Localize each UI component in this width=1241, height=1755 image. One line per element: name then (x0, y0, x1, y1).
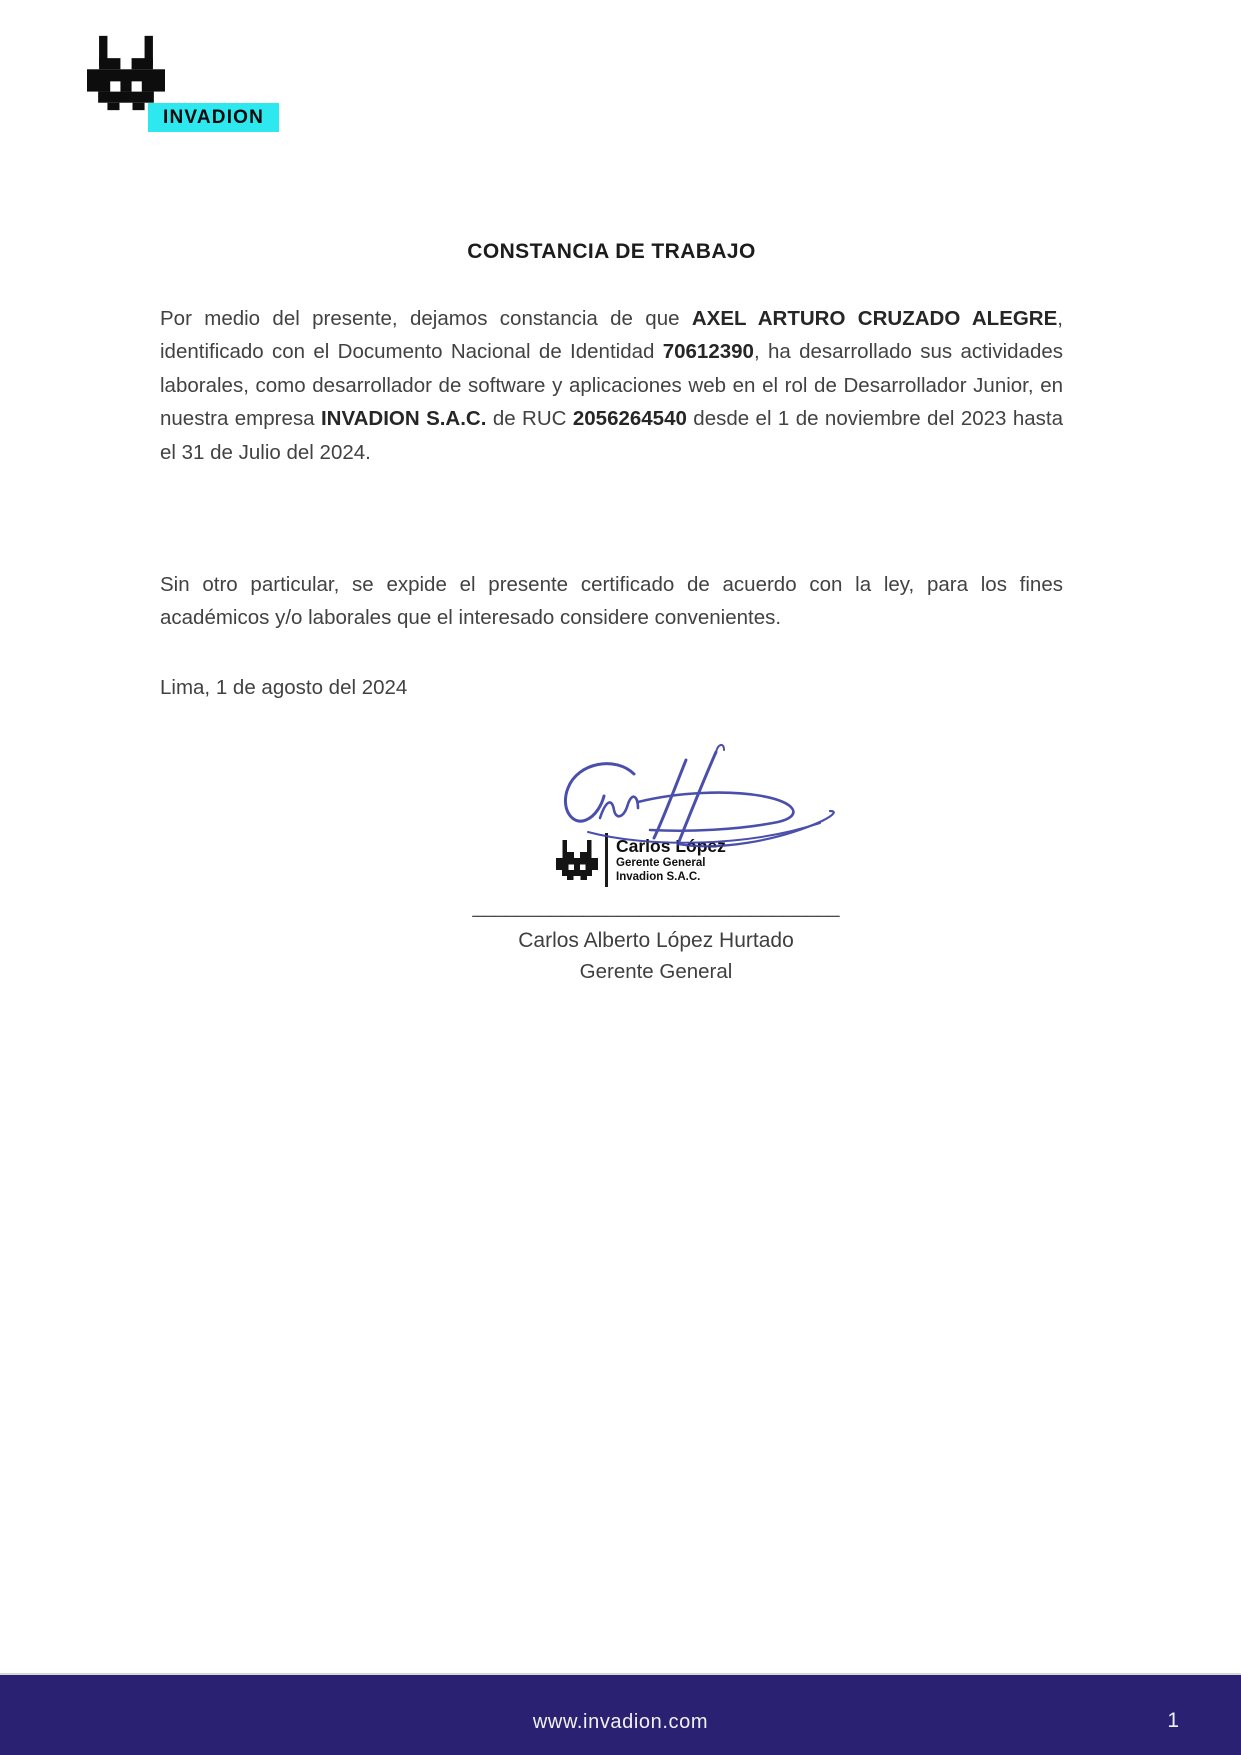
stamp-company: Invadion S.A.C. (616, 870, 701, 883)
date-line: Lima, 1 de agosto del 2024 (160, 676, 408, 699)
footer (0, 1673, 1241, 1755)
brand-logo (87, 33, 297, 133)
signer-block (468, 896, 844, 988)
paragraph-main: Por medio del presente, dejamos constancia de que AXEL ARTURO CRUZADO ALEGRE, identificado con el Documento Nacional de Identidad 70612390, ha desarrollado sus actividades laborales, como desarrollador de software y aplicaciones web en el rol de Desarrollador Junior, en nuestra empresa INVADION S.A.C. de RUC 2056264540 desde el 1 de noviembre del 2023 hasta el 31 de Julio del 2024. (160, 307, 1063, 464)
brand-badge (148, 103, 279, 132)
handwritten-signature (538, 740, 850, 856)
brand-name: INVADION (163, 106, 265, 128)
stamp-name: Carlos López (616, 835, 726, 856)
page-title: CONSTANCIA DE TRABAJO (467, 240, 756, 263)
signer-name: Carlos Alberto López Hurtado (518, 929, 794, 952)
paragraph-closing: Sin otro particular, se expide el presente certificado de acuerdo con la ley, para los fines académicos y/o laborales que el interesado considere convenientes. (160, 573, 1063, 630)
invader-logo-icon (87, 33, 165, 113)
stamp-role: Gerente General (616, 856, 706, 869)
footer-page-number: 1 (1167, 1709, 1179, 1732)
footer-website: www.invadion.com (532, 1711, 709, 1733)
signer-role: Gerente General (579, 960, 733, 983)
signature-rule: _________________________________ (472, 896, 840, 918)
